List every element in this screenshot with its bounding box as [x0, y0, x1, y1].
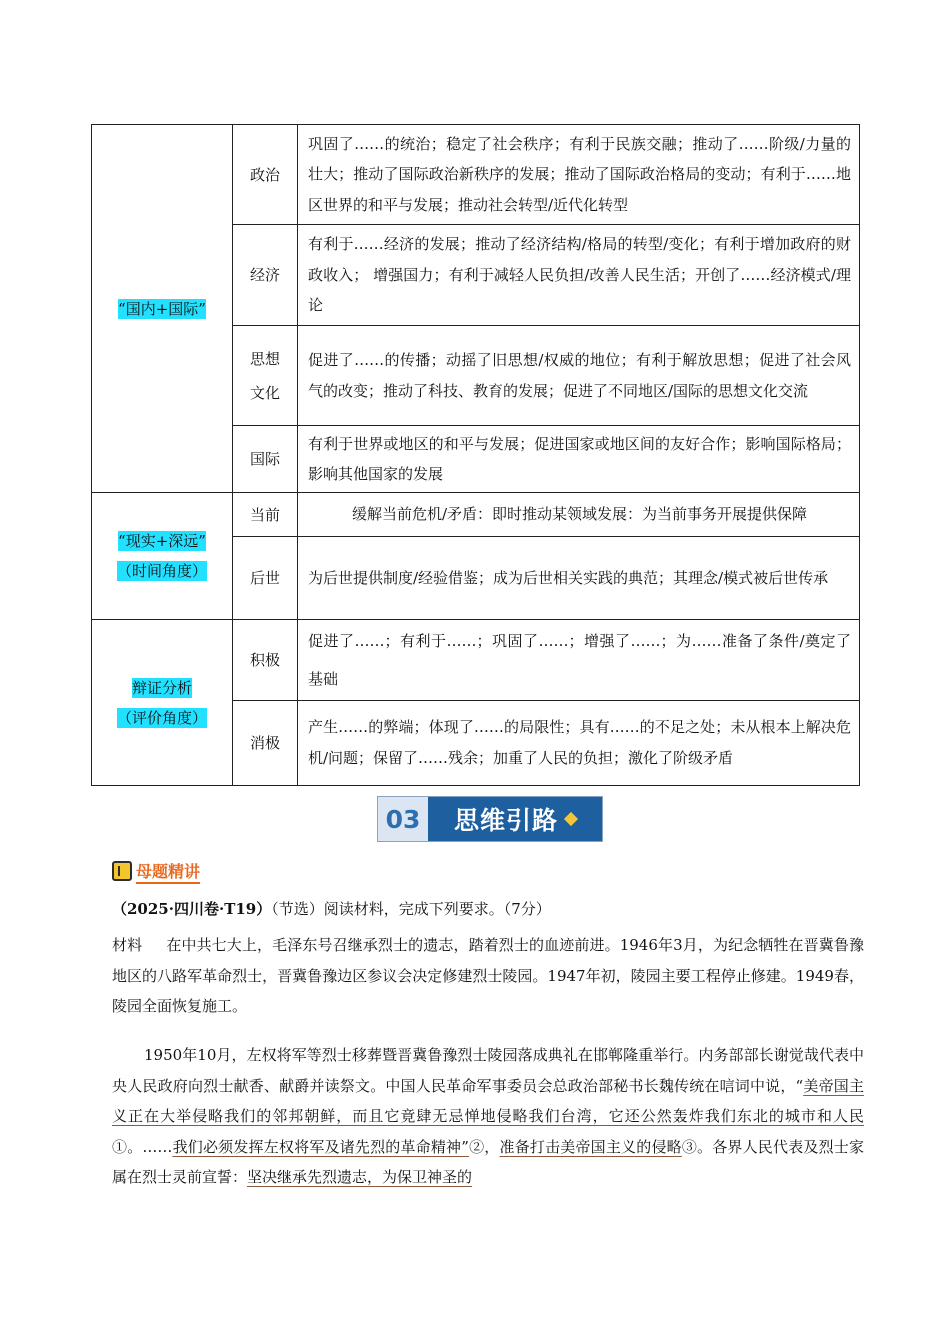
section-number: 03: [378, 797, 428, 841]
marker-1: ①。……: [112, 1137, 173, 1156]
diamond-icon: [564, 812, 578, 826]
category-label: 辩证分析: [131, 678, 192, 697]
sub-politics: 政治: [233, 125, 298, 225]
subheading: [112, 858, 200, 884]
desc-economy: 有利于……经济的发展；推动了经济结构/格局的转型/变化；有利于增加政府的财政收入； 增强国力；有利于减轻人民负担/改善人民生活；开创了……经济模式/理论: [298, 225, 860, 326]
material-paragraph-2: [112, 1040, 864, 1193]
desc-later: 为后世提供制度/经验借鉴；成为后世相关实践的典范；其理念/模式被后世传承: [298, 537, 860, 620]
sub-later: 后世: [233, 537, 298, 620]
marker-3: ③。各界人民代表及烈士家属在烈士灵前宣誓：: [112, 1137, 864, 1186]
category-label: “现实+深远”: [118, 532, 206, 550]
desc-culture: 促进了……的传播；动摇了旧思想/权威的地位；有利于解放思想；促进了社会风气的改变；推动了科技、教育的发展；促进了不同地区/国际的思想文化交流: [298, 326, 860, 426]
category-sublabel: （评价角度）: [116, 708, 207, 727]
section-banner: [377, 796, 603, 842]
sub-international: 国际: [233, 426, 298, 493]
category-sublabel: （时间角度）: [116, 562, 207, 580]
section-title: 思维引路: [453, 806, 558, 835]
material-p2-text: 1950年10月，左权将军等烈士移葬暨晋冀鲁豫烈士陵园落成典礼在邯郸隆重举行。内务部部长谢觉哉代表中央人民政府向烈士献香、献爵并读祭文。中国人民革命军事委员会总政治部秘书长魏传统在唁词中说，“: [112, 1046, 864, 1095]
material-label: 材料: [112, 936, 143, 954]
question-line: [112, 898, 551, 919]
underline-4: 坚决继承先烈遗志，为保卫神圣的: [247, 1168, 473, 1186]
section-title-box: [428, 797, 602, 841]
material-p1-text: 在中共七大上，毛泽东号召继承烈士的遗志，踏着烈士的血迹前进。1946年3月，为纪念牺牲在晋冀鲁豫地区的八路军革命烈士，晋冀鲁豫边区参议会决定修建烈士陵园。1947年初，陵园主要工程停止修建。1949春，陵园全面恢复施工。: [112, 936, 864, 1015]
marker-2: ②，: [468, 1137, 500, 1156]
category-dialectical: [92, 620, 233, 786]
category-domestic-international: [92, 125, 233, 493]
sub-current: 当前: [233, 493, 298, 537]
category-label: “国内+国际”: [118, 299, 206, 318]
underline-3: 准备打击美帝国主义的侵略: [499, 1137, 682, 1156]
sub-positive: 积极: [233, 620, 298, 701]
sub-negative: 消极: [233, 701, 298, 786]
underline-2: 我们必须发挥左权将军及诸先烈的革命精神”: [172, 1137, 469, 1156]
desc-current: 缓解当前危机/矛盾：即时推动某领域发展：为当前事务开展提供保障: [298, 493, 860, 537]
sub-economy: 经济: [233, 225, 298, 326]
question-source: （2025·四川卷·T19）: [112, 900, 272, 918]
material-paragraph-1: [112, 930, 864, 1022]
sub-culture: 思想文化: [233, 326, 298, 426]
desc-positive: 促进了……；有利于……；巩固了……；增强了……；为……准备了条件/奠定了基础: [298, 620, 860, 701]
category-reality-farreaching: [92, 493, 233, 620]
underline-1: 美帝国主义正在大举侵略我们的邻邦朝鲜，而且它竟肆无忌惮地侵略我们台湾，它还公然轰炸我们东北的城市和人民: [112, 1076, 864, 1125]
desc-international: 有利于世界或地区的和平与发展；促进国家或地区间的友好合作；影响国际格局；影响其他国家的发展: [298, 426, 860, 493]
subheading-text: 母题精讲: [136, 859, 200, 884]
notebook-icon: [112, 861, 132, 881]
question-text: （节选）阅读材料，完成下列要求。（7分）: [271, 900, 551, 918]
significance-table: [91, 124, 860, 786]
desc-politics: 巩固了……的统治；稳定了社会秩序；有利于民族交融；推动了……阶级/力量的壮大；推动了国际政治新秩序的发展；推动了国际政治格局的变动；有利于……地区世界的和平与发展；推动社会转型/近代化转型: [298, 125, 860, 225]
desc-negative: 产生……的弊端；体现了……的局限性；具有……的不足之处；未从根本上解决危机/问题；保留了……残余；加重了人民的负担；激化了阶级矛盾: [298, 701, 860, 786]
